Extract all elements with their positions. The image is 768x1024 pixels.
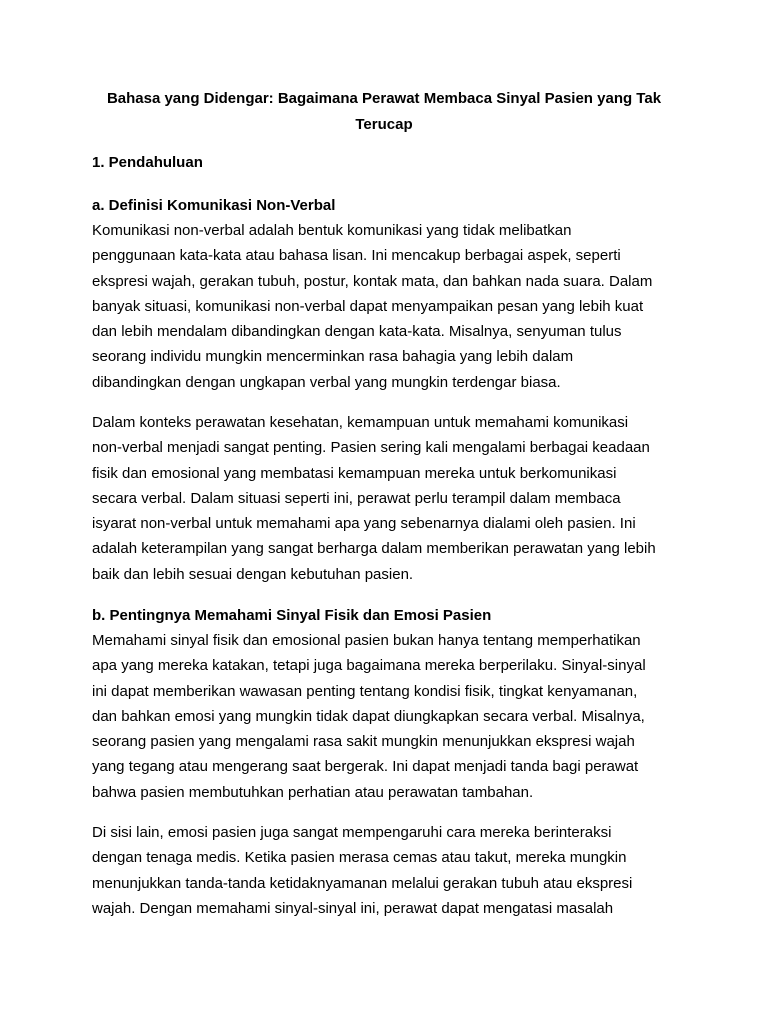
paragraph: [92, 628, 682, 805]
text-line: Di sisi lain, emosi pasien juga sangat mempengaruhi cara mereka berinteraksi: [92, 824, 612, 841]
text-line: seorang pasien yang mengalami rasa sakit mungkin menunjukkan ekspresi wajah: [92, 733, 635, 751]
text-line: bahwa pasien membutuhkan perhatian atau perawatan tambahan.: [92, 783, 534, 801]
text-line: non-verbal menjadi sangat penting. Pasien sering kali mengalami berbagai keadaan: [92, 439, 650, 457]
text-line: dengan tenaga medis. Ketika pasien merasa cemas atau takut, mereka mungkin: [92, 849, 627, 867]
text-line: ekspresi wajah, gerakan tubuh, postur, kontak mata, dan bahkan nada suara. Dalam: [92, 272, 653, 290]
text-line: dan bahkan emosi yang mungkin tidak dapat diungkapkan secara verbal. Misalnya,: [92, 707, 645, 725]
text-line: Komunikasi non-verbal adalah bentuk komunikasi yang tidak melibatkan: [92, 222, 572, 239]
paragraph: [92, 410, 682, 587]
document-title: [92, 86, 676, 138]
text-line: yang tegang atau mengerang saat bergerak. Ini dapat menjadi tanda bagi perawat: [92, 758, 639, 776]
subsection-heading-a: a. Definisi Komunikasi Non-Verbal: [92, 197, 336, 214]
text-line: menunjukkan tanda-tanda ketidaknyamanan melalui gerakan tubuh atau ekspresi: [92, 874, 633, 892]
section-heading-pendahuluan: 1. Pendahuluan: [92, 154, 203, 171]
text-line: baik dan lebih sesuai dengan kebutuhan pasien.: [92, 565, 414, 583]
text-line: Memahami sinyal fisik dan emosional pasien bukan hanya tentang memperhatikan: [92, 632, 641, 649]
text-line: wajah. Dengan memahami sinyal-sinyal ini, perawat dapat mengatasi masalah: [92, 899, 614, 917]
text-line: penggunaan kata-kata atau bahasa lisan. Ini mencakup berbagai aspek, seperti: [92, 247, 621, 265]
text-line: adalah keterampilan yang sangat berharga dalam memberikan perawatan yang lebih: [92, 540, 656, 558]
text-line: fisik dan emosional yang membatasi kemampuan mereka untuk berkomunikasi: [92, 464, 617, 482]
title-line: Bahasa yang Didengar: Bagaimana Perawat Membaca Sinyal Pasien yang Tak: [106, 90, 662, 107]
title-line: Terucap: [355, 116, 413, 133]
text-line: ini dapat memberikan wawasan penting tentang kondisi fisik, tingkat kenyamanan,: [92, 682, 638, 700]
text-line: banyak situasi, komunikasi non-verbal dapat menyampaikan pesan yang lebih kuat: [92, 297, 644, 315]
paragraph: [92, 820, 682, 921]
text-line: isyarat non-verbal untuk memahami apa yang sebenarnya dialami oleh pasien. Ini: [92, 515, 636, 533]
subsection-heading-b: b. Pentingnya Memahami Sinyal Fisik dan Emosi Pasien: [92, 607, 492, 624]
text-line: dibandingkan dengan ungkapan verbal yang mungkin terdengar biasa.: [92, 373, 561, 391]
paragraph: [92, 218, 682, 395]
text-line: Dalam konteks perawatan kesehatan, kemampuan untuk memahami komunikasi: [92, 414, 629, 431]
text-line: apa yang mereka katakan, tetapi juga bagaimana mereka berperilaku. Sinyal-sinyal: [92, 657, 646, 675]
text-line: seorang individu mungkin mencerminkan rasa bahagia yang lebih dalam: [92, 348, 574, 366]
text-line: secara verbal. Dalam situasi seperti ini, perawat perlu terampil dalam membaca: [92, 489, 621, 507]
text-line: dan lebih mendalam dibandingkan dengan kata-kata. Misalnya, senyuman tulus: [92, 323, 622, 341]
